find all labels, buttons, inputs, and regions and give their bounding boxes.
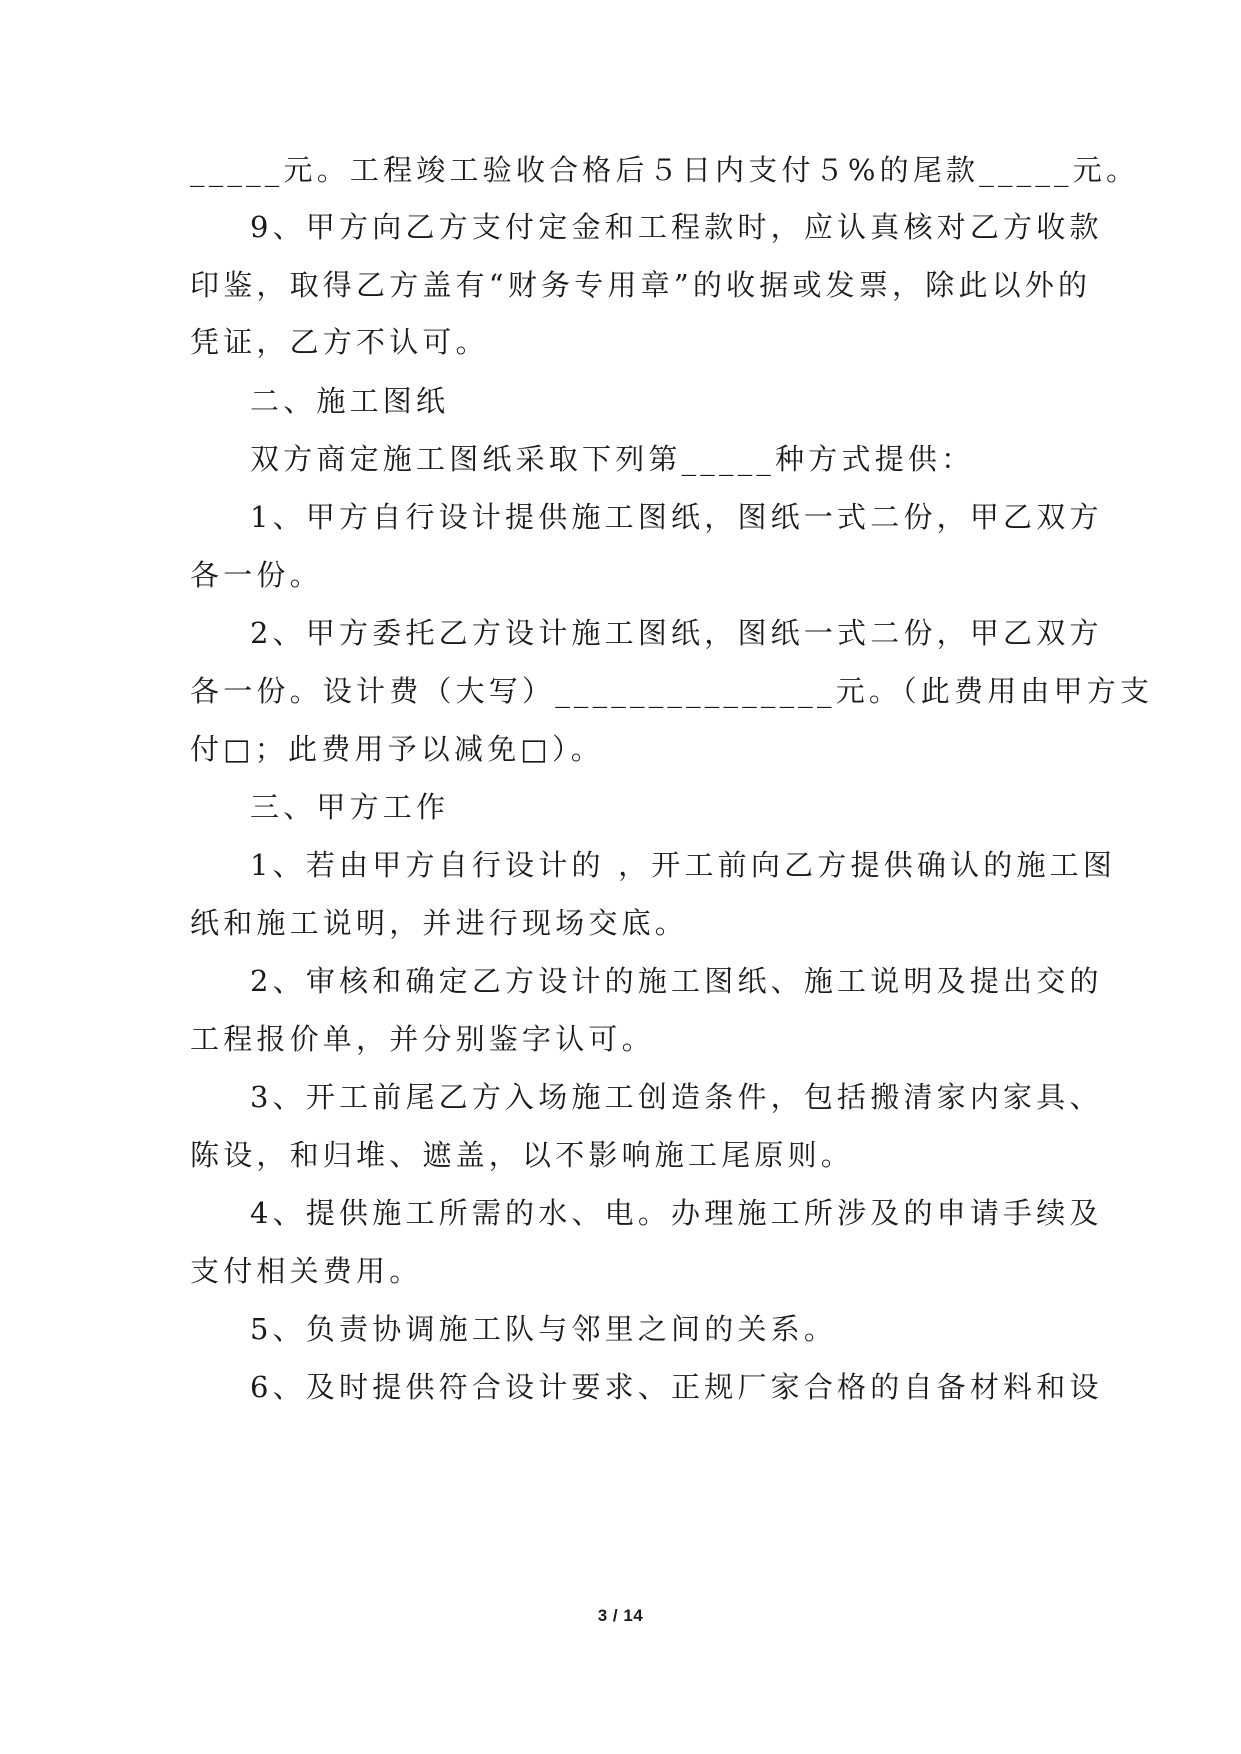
paragraph-line: 3、开工前尾乙方入场施工创造条件，包括搬清家内家具、 [250, 1080, 1103, 1114]
paragraph-line: 陈设，和归堆、遮盖，以不影响施工尾原则。 [190, 1138, 855, 1172]
section-heading: 二、施工图纸 [250, 384, 450, 418]
section-heading: 三、甲方工作 [250, 790, 450, 824]
paragraph-line: 支付相关费用。 [190, 1254, 423, 1288]
paragraph-line: 印鉴，取得乙方盖有“财务专用章”的收据或发票，除此以外的 [190, 268, 1092, 302]
paragraph-line: 凭证，乙方不认可。 [190, 325, 489, 359]
paragraph-line: 各一份。 [190, 558, 323, 592]
paragraph-line: 5、负责协调施工队与邻里之间的关系。 [250, 1312, 838, 1346]
paragraph-line: 各一份。设计费（大写）_______________元。（此费用由甲方支 [190, 674, 1154, 708]
paragraph-line: 6、及时提供符合设计要求、正规厂家合格的自备材料和设 [250, 1370, 1103, 1404]
page-number: 3 / 14 [597, 1606, 644, 1625]
paragraph-line: 1、若由甲方自行设计的 ，开工前向乙方提供确认的施工图 [250, 848, 1117, 882]
paragraph-line: _____元。工程竣工验收合格后５日内支付５%的尾款_____元。 [190, 153, 1140, 187]
paragraph-line: 2、审核和确定乙方设计的施工图纸、施工说明及提出交的 [250, 964, 1103, 998]
paragraph-line: 9、甲方向乙方支付定金和工程款时，应认真核对乙方收款 [250, 210, 1103, 244]
paragraph-line: 4、提供施工所需的水、电。办理施工所涉及的申请手续及 [250, 1196, 1103, 1230]
paragraph-line: 付□；此费用予以减免□）。 [190, 732, 604, 766]
paragraph-line: 双方商定施工图纸采取下列第_____种方式提供： [250, 442, 975, 476]
paragraph-line: 工程报价单，并分别鉴字认可。 [190, 1022, 655, 1056]
paragraph-line: 2、甲方委托乙方设计施工图纸，图纸一式二份，甲乙双方 [250, 616, 1103, 650]
paragraph-line: 纸和施工说明，并进行现场交底。 [190, 906, 689, 940]
paragraph-line: 1、甲方自行设计提供施工图纸，图纸一式二份，甲乙双方 [250, 500, 1103, 534]
